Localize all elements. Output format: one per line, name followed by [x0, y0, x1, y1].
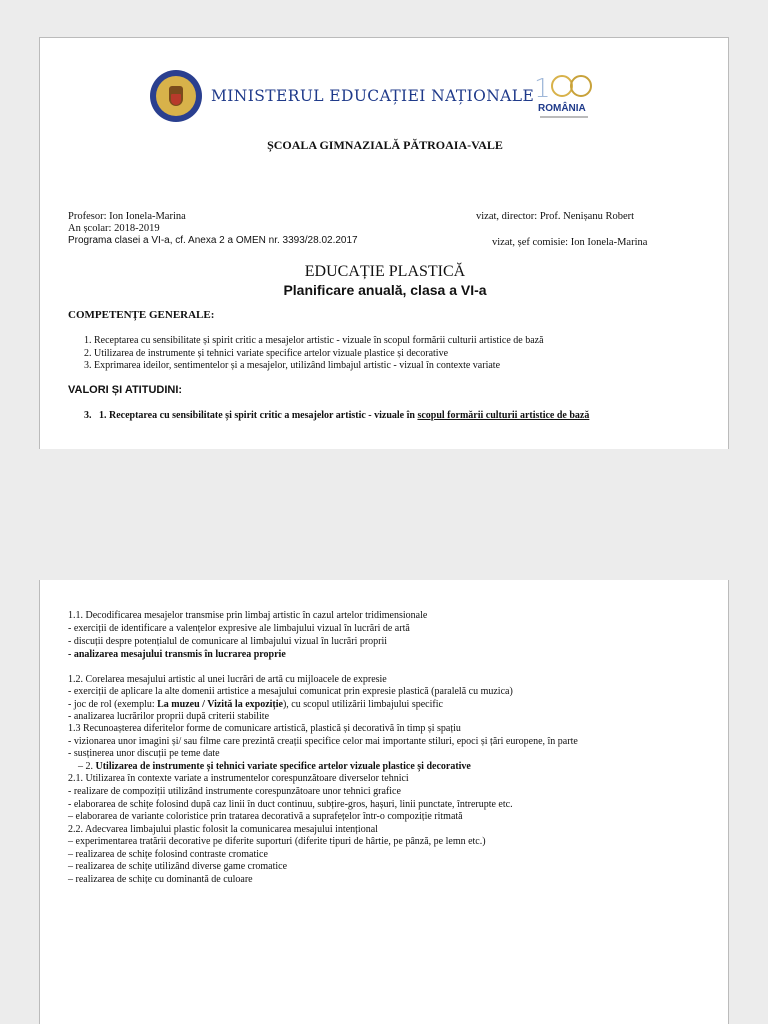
document-page-1 — [39, 37, 729, 449]
valori-heading: VALORI ȘI ATITUDINI: — [68, 384, 183, 396]
p2-line-9: - analizarea lucrărilor proprii după criterii stabilite — [68, 711, 270, 722]
p2-line-16: - elaborarea de schițe folosind după caz linii în duct continuu, subțire-gros, hașuri, linii punctate, întrerupte etc. — [68, 799, 513, 810]
document-subtitle: Planificare anuală, clasa a VI-a — [283, 282, 487, 298]
p2-line-3: - discuții despre potențialul de comunicare al limbajului vizual în lucrări proprii — [68, 636, 388, 647]
school-year: An școlar: 2018-2019 — [68, 223, 160, 234]
p2-line-11: - vizionarea unor imagini și/ sau filme care prezintă creații specifice celor mai importante stiluri, epoci și țări europene, în parte — [68, 736, 578, 747]
p2-line-15: - realizare de compoziții utilizând instrumente corespunzătoare unor tehnici grafice — [68, 786, 401, 797]
p2-line-22: – realizarea de schițe cu dominantă de culoare — [68, 874, 253, 885]
program-line: Programa clasei a VI-a, cf. Anexa 2 a OMEN nr. 3393/28.02.2017 — [68, 235, 358, 246]
p2-line-14: 2.1. Utilizarea în contexte variate a instrumentelor corespunzătoare diverselor tehnici — [68, 773, 409, 784]
p2-line-6: 1.2. Corelarea mesajului artistic al unei lucrări de artă cu mijloacele de expresie — [68, 674, 387, 685]
p2-line-17: – elaborarea de variante coloristice prin tratarea decorativă a suprafețelor într-o compoziție ritmată — [68, 811, 463, 822]
p2-line-20: – realizarea de schițe folosind contraste cromatice — [68, 849, 268, 860]
p2-line-1: 1.1. Decodificarea mesajelor transmise prin limbaj artistic în cazul artelor tridimensionale — [68, 610, 428, 621]
document-title: EDUCAȚIE PLASTICĂ — [304, 263, 466, 280]
competenta-3: 3. Exprimarea ideilor, sentimentelor și a mesajelor, utilizând limbajul artistic - vizual în contexte variate — [84, 360, 501, 371]
p2-line-2: - exerciții de identificare a valențelor expresive ale limbajului vizual în lucrări de artă — [68, 623, 410, 634]
competenta-1: 1. Receptarea cu sensibilitate și spirit critic a mesajelor artistic - vizuale în scopul formării culturii artistice de bază — [84, 335, 544, 346]
p2-line-21: – realizarea de schițe utilizând diverse game cromatice — [68, 861, 288, 872]
commission-approval: vizat, șef comisie: Ion Ionela-Marina — [492, 237, 648, 248]
ministry-name: MINISTERUL EDUCAȚIEI NAȚIONALE — [211, 87, 535, 105]
coat-of-arms-icon — [150, 70, 202, 122]
p2-line-12: - susținerea unor discuții pe teme date — [68, 748, 220, 759]
teacher-line: Profesor: Ion Ionela-Marina — [68, 211, 186, 222]
p2-line-13: – 2. Utilizarea de instrumente și tehnici variate specifice artelor vizuale plastice și decorative — [78, 761, 471, 772]
director-approval: vizat, director: Prof. Nenișanu Robert — [476, 211, 635, 222]
p2-line-8: - joc de rol (exemplu: La muzeu / Vizită la expoziție), cu scopul utilizării limbajului specific — [68, 699, 443, 710]
school-name: ȘCOALA GIMNAZIALĂ PĂTROAIA-VALE — [267, 138, 503, 152]
valori-item: 3. 1. Receptarea cu sensibilitate și spirit critic a mesajelor artistic - vizuale în scopul formării culturii artistice de bază — [84, 410, 590, 421]
p2-line-4: - analizarea mesajului transmis în lucrarea proprie — [68, 649, 286, 660]
document-page-2 — [39, 580, 729, 1024]
competente-heading: COMPETENȚE GENERALE: — [68, 309, 215, 321]
competenta-2: 2. Utilizarea de instrumente și tehnici variate specifice artelor vizuale plastice și decorative — [84, 348, 449, 359]
centenary-logo-icon: 1 ROMÂNIA — [534, 70, 594, 122]
p2-line-19: – experimentarea tratării decorative pe diferite suporturi (diferite tipuri de hârtie, pe pânză, pe lemn etc.) — [68, 836, 486, 847]
p2-line-7: - exerciții de aplicare la alte domenii artistice a mesajului comunicat prin expresie plastică (paralelă cu muzica) — [68, 686, 513, 697]
p2-line-18: 2.2. Adecvarea limbajului plastic folosit la comunicarea mesajului intențional — [68, 824, 378, 835]
p2-line-10: 1.3 Recunoașterea diferitelor forme de comunicare artistică, plastică și decorativă în timp și spațiu — [68, 723, 461, 734]
